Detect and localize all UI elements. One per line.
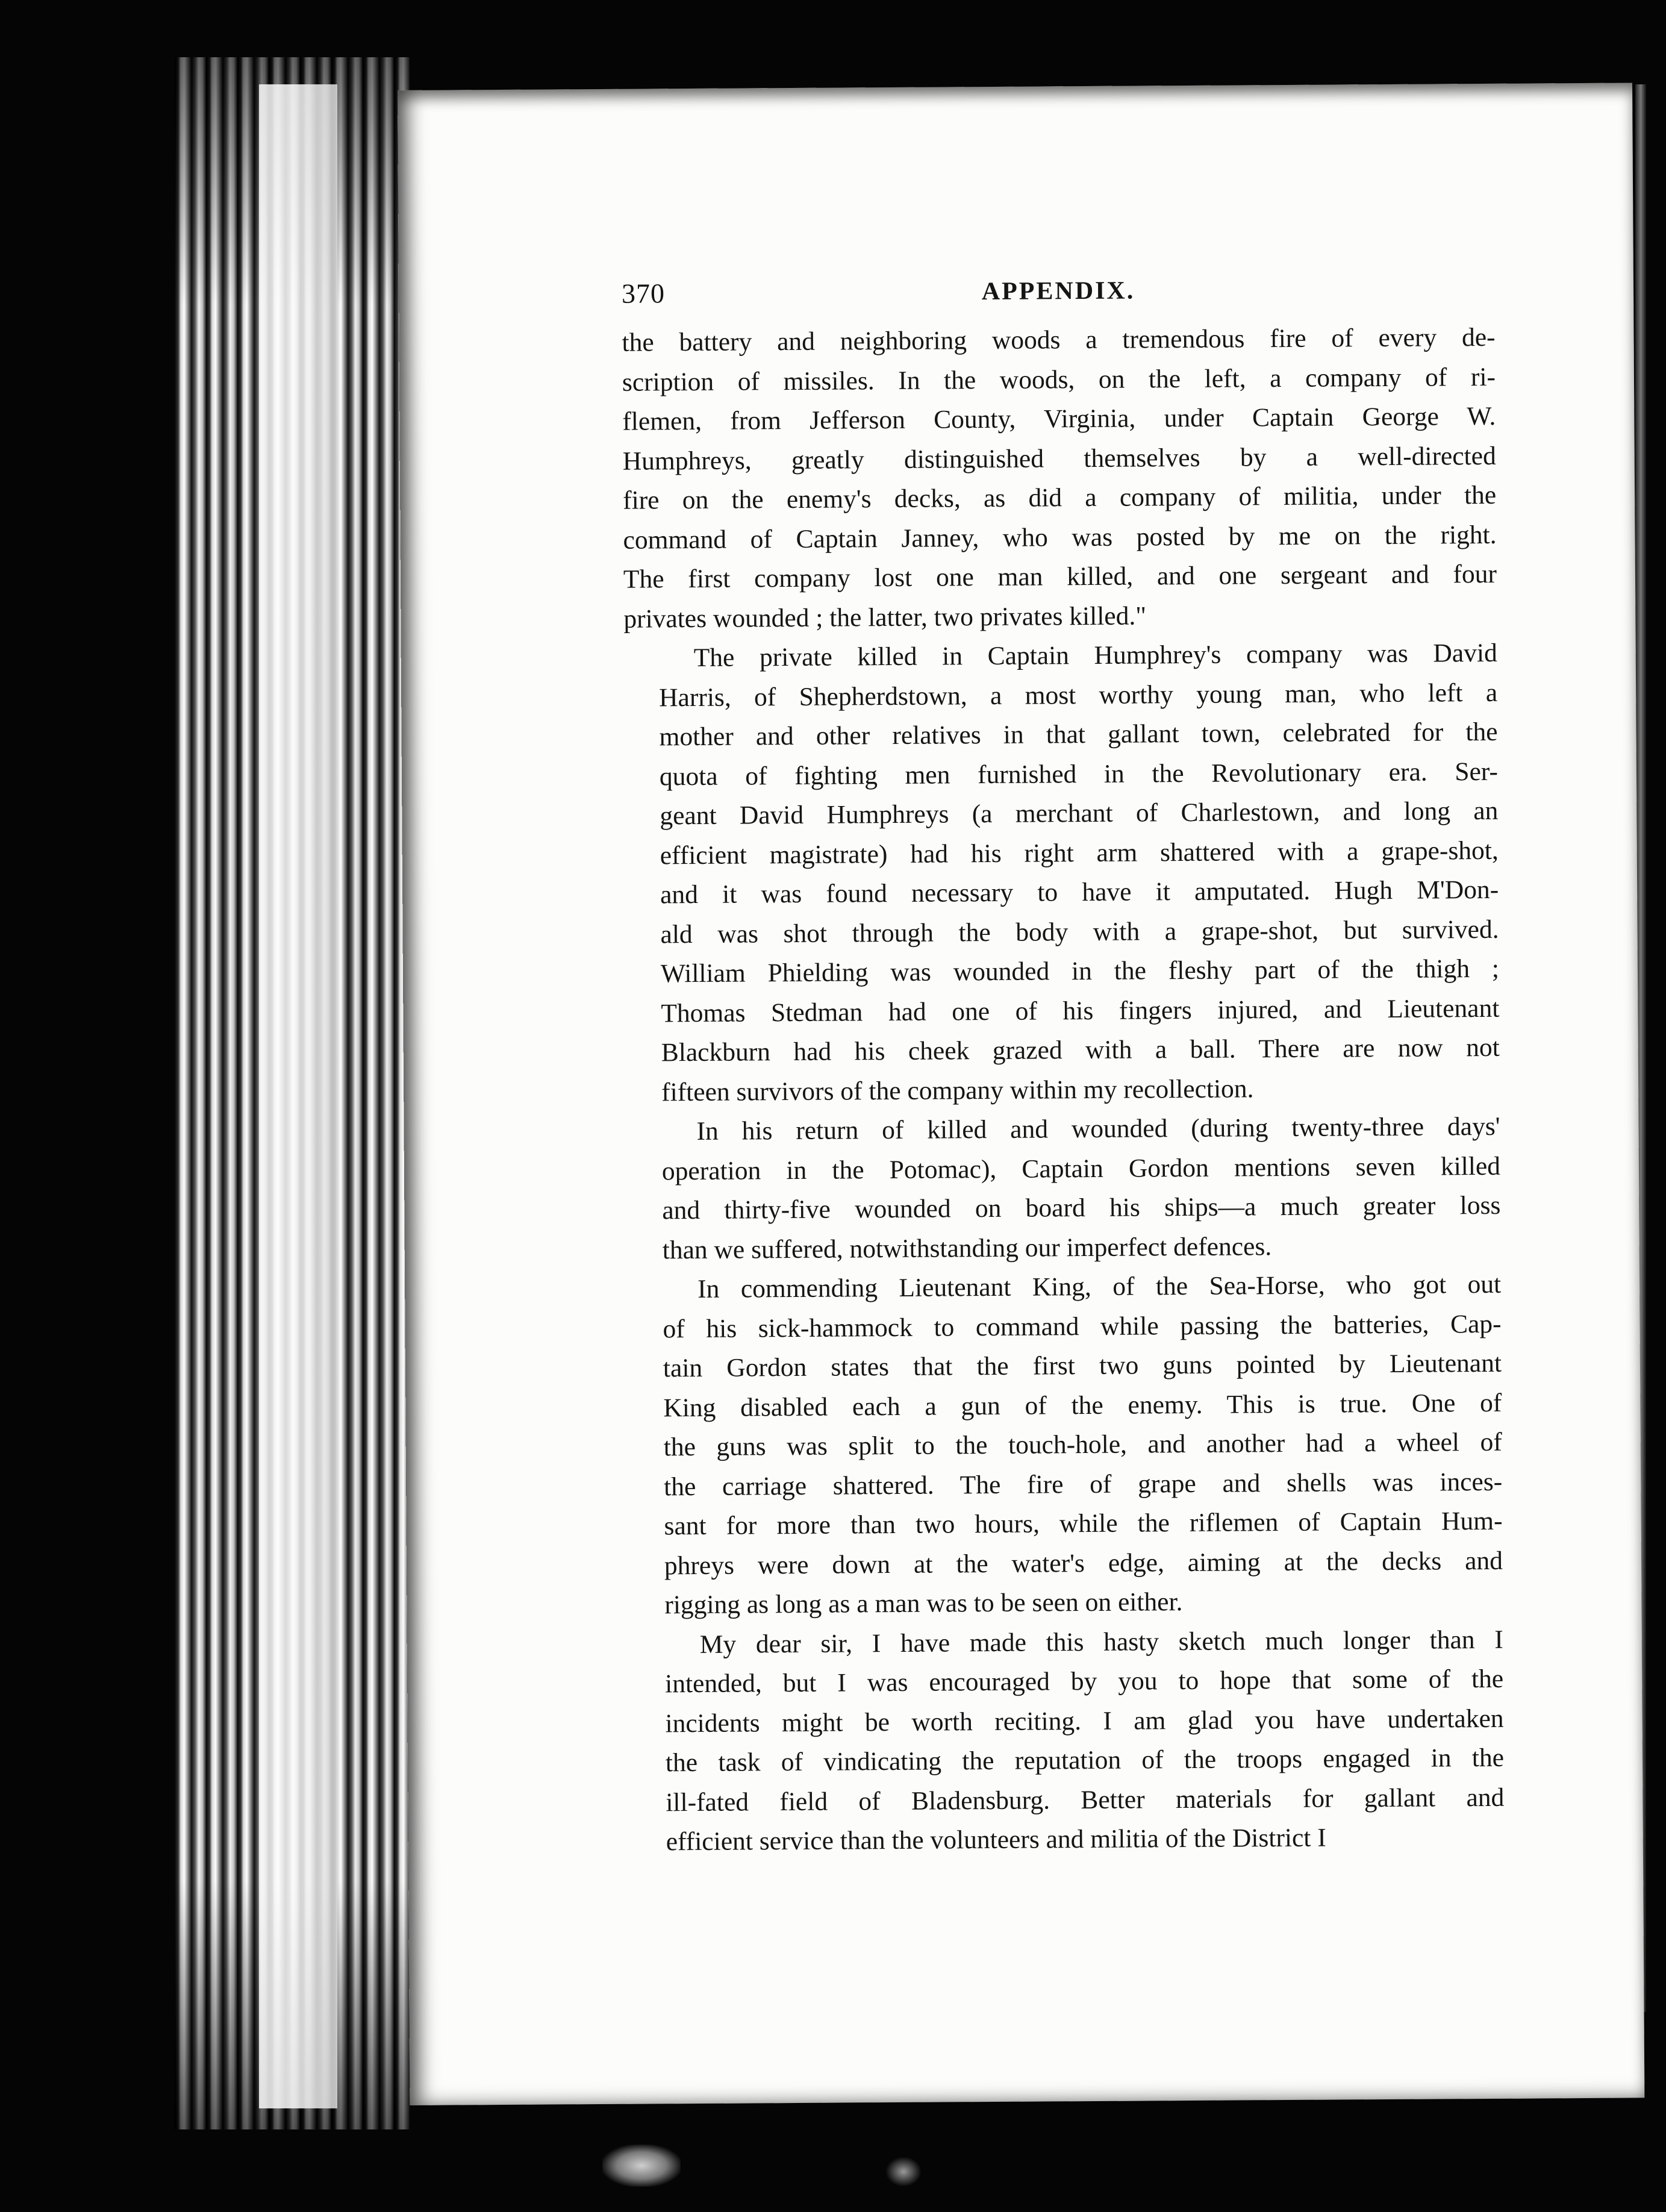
text-line: privates wounded ; the latter, two privates killed." [623, 601, 1147, 634]
text-line: operation in the Potomac), Captain Gordon mentions seven killed [661, 1151, 1501, 1186]
text-line: rigging as long as a man was to be seen on either. [664, 1587, 1183, 1620]
text-line: fire on the enemy's decks, as did a company of militia, under the [623, 480, 1497, 515]
scan-artifact [602, 2145, 681, 2187]
page-content [622, 267, 1505, 1862]
text-line: scription of missiles. In the woods, on the left, a company of ri- [622, 362, 1496, 397]
text-line: the task of vindicating the reputation of the troops engaged in the [665, 1743, 1505, 1778]
text-line: Thomas Stedman had one of his fingers injured, and Lieutenant [661, 993, 1500, 1028]
text-line: incidents might be worth reciting. I am glad you have undertaken [665, 1704, 1504, 1738]
page-number: 370 [621, 278, 666, 309]
paragraph [622, 318, 1497, 639]
text-line: ill-fated field of Bladensburg. Better materials for gallant and [666, 1782, 1505, 1817]
text-line: Harris, of Shepherdstown, a most worthy young man, who left a [659, 678, 1498, 712]
paragraph [630, 1620, 1505, 1862]
body-text [622, 318, 1505, 1862]
paragraph [624, 634, 1500, 1113]
text-line: The private killed in Captain Humphrey's company was David [693, 638, 1497, 673]
text-line: quota of fighting men furnished in the Revolutionary era. Ser- [659, 757, 1499, 791]
paragraph [626, 1107, 1501, 1270]
scan-artifact [885, 2157, 922, 2187]
text-line: the guns was split to the touch-hole, and another had a wheel of [663, 1427, 1502, 1462]
text-line: sant for more than two hours, while the riflemen of Captain Hum- [664, 1506, 1503, 1541]
text-line: William Phielding was wounded in the fleshy part of the thigh ; [660, 954, 1500, 989]
running-head-title: APPENDIX. [981, 276, 1135, 306]
text-line: King disabled each a gun of the enemy. This is true. One of [663, 1388, 1502, 1422]
text-line: than we suffered, notwithstanding our imperfect defences. [662, 1231, 1272, 1264]
text-line: command of Captain Janney, who was posted by me on the right. [623, 520, 1497, 555]
text-line: of his sick-hammock to command while passing the batteries, Cap- [663, 1309, 1502, 1343]
text-line: ald was shot through the body with a grape-shot, but survived. [660, 914, 1499, 949]
text-line: In commending Lieutenant King, of the Sea-Horse, who got out [697, 1269, 1502, 1304]
text-line: My dear sir, I have made this hasty sketch much longer than I [699, 1625, 1503, 1659]
text-line: fifteen survivors of the company within my recollection. [661, 1073, 1254, 1107]
text-line: tain Gordon states that the first two guns pointed by Lieutenant [663, 1348, 1502, 1383]
text-line: Humphreys, greatly distinguished themselves by a well-directed [622, 441, 1496, 476]
text-line: efficient service than the volunteers and militia of the District I [666, 1823, 1326, 1857]
running-head [622, 267, 1495, 315]
text-line: flemen, from Jefferson County, Virginia, under Captain George W. [622, 401, 1496, 436]
text-line: the battery and neighboring woods a tremendous fire of every de- [622, 322, 1496, 357]
text-line: In his return of killed and wounded (during twenty-three days' [696, 1111, 1500, 1146]
text-line: The first company lost one man killed, and one sergeant and four [623, 559, 1497, 594]
paragraph [628, 1265, 1503, 1625]
text-line: mother and other relatives in that gallant town, celebrated for the [659, 717, 1498, 752]
book-page [398, 83, 1644, 2105]
text-line: Blackburn had his cheek grazed with a ball. There are now not [661, 1033, 1500, 1067]
text-line: phreys were down at the water's edge, aiming at the decks and [664, 1546, 1503, 1580]
text-line: efficient magistrate) had his right arm shattered with a grape-shot, [660, 836, 1499, 870]
text-line: geant David Humphreys (a merchant of Charlestown, and long an [660, 796, 1499, 831]
text-line: and thirty-five wounded on board his ships—a much greater loss [662, 1190, 1501, 1225]
text-line: intended, but I was encouraged by you to hope that some of the [665, 1664, 1504, 1699]
text-line: the carriage shattered. The fire of grape and shells was inces- [664, 1467, 1503, 1501]
page-edge-highlight [259, 84, 337, 2108]
text-line: and it was found necessary to have it amputated. Hugh M'Don- [660, 875, 1499, 910]
